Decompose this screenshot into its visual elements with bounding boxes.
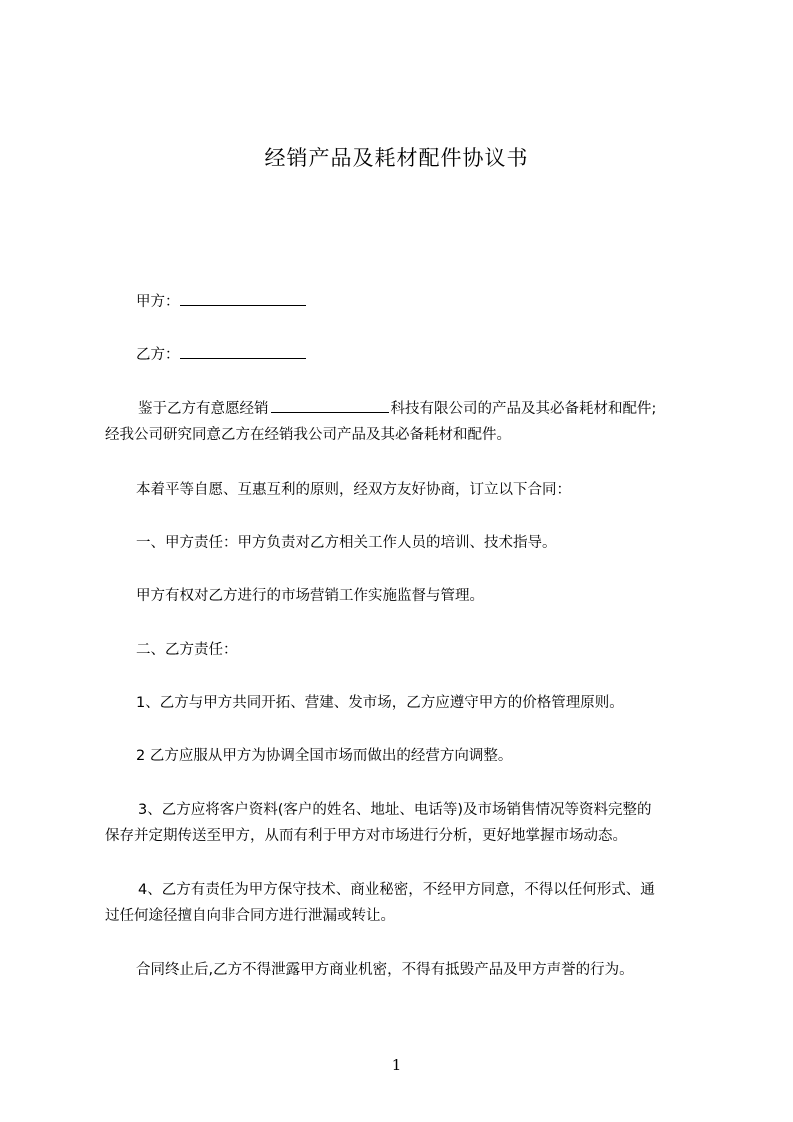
party-a-label: 甲方： [136,294,180,310]
document-title: 经销产品及耗材配件协议书 [264,146,529,170]
party-b-line [136,344,306,365]
intro-text-part2: 科技有限公司的产品及其必备耗材和配件; [390,401,657,417]
intro-line-2: 经我公司研究同意乙方在经销我公司产品及其必备耗材和配件。 [105,427,511,443]
party-b-blank [180,344,306,359]
clause-item-3-line1: 3、乙方应将客户资料(客户的姓名、地址、电话等)及市场销售情况等资料完整的 [138,802,652,818]
principle-paragraph: 本着平等自愿、互惠互利的原则，经双方友好协商，订立以下合同： [136,482,571,498]
section2-heading: 二、乙方责任： [136,642,238,658]
section1-paragraph: 甲方有权对乙方进行的市场营销工作实施监督与管理。 [136,588,484,604]
clause-item-4-line1: 4、乙方有责任为甲方保守技术、商业秘密，不经甲方同意，不得以任何形式、通 [138,882,655,898]
termination-paragraph: 合同终止后,乙方不得泄露甲方商业机密，不得有抵毁产品及甲方声誉的行为。 [136,962,634,978]
intro-text-part1: 鉴于乙方有意愿经销 [138,401,269,417]
party-a-line [136,291,306,312]
company-name-blank [271,398,389,413]
clause-item-1: 1、乙方与甲方共同开拓、营建、发市场，乙方应遵守甲方的价格管理原则。 [136,695,624,711]
clause-item-2: 2 乙方应服从甲方为协调全国市场而做出的经营方向调整。 [136,748,513,764]
party-b-label: 乙方： [136,347,180,363]
clause-item-4-line2: 过任何途径擅自向非合同方进行泄漏或转让。 [105,908,395,924]
party-a-blank [180,291,306,306]
section1-heading: 一、甲方责任：甲方负责对乙方相关工作人员的培训、技术指导。 [136,535,557,551]
intro-line-1 [138,398,656,419]
clause-item-3-line2: 保存并定期传送至甲方，从而有利于甲方对市场进行分析，更好地掌握市场动态。 [105,828,627,844]
page-number: 1 [391,1056,402,1074]
